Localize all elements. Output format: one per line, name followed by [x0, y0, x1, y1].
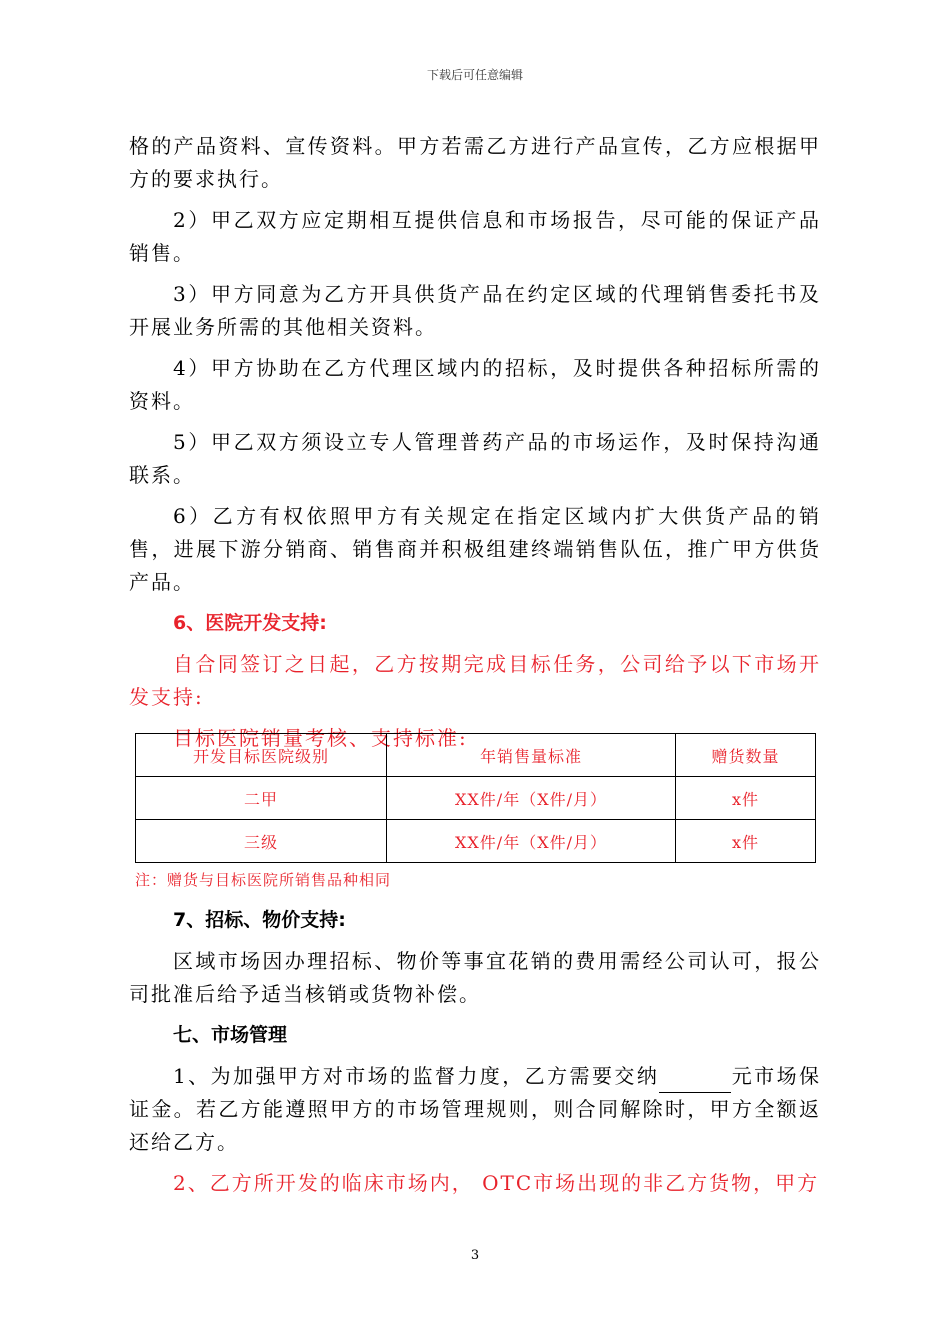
paragraph-item-3: 3）甲方同意为乙方开具供货产品在约定区域的代理销售委托书及开展业务所需的其他相关资料。 — [129, 282, 821, 339]
document-body-lower — [129, 904, 821, 1208]
fill-in-blank[interactable] — [659, 1072, 731, 1093]
paragraph-continued: 格的产品资料、宣传资料。甲方若需乙方进行产品宣传，乙方应根据甲方的要求执行。 — [129, 134, 821, 191]
item-1-text-before: 1、为加强甲方对市场的监督力度，乙方需要交纳 — [173, 1064, 660, 1088]
table-cell: XX件/年（X件/月） — [387, 820, 676, 863]
section-7-heading: 7、招标、物价支持: — [173, 909, 346, 931]
table-header-row — [136, 734, 816, 777]
table-header-cell: 赠货数量 — [676, 734, 816, 777]
table-cell: x件 — [676, 820, 816, 863]
table-note: 注：赠货与目标医院所销售品种相同 — [135, 871, 392, 889]
table-header-cell: 年销售量标准 — [387, 734, 676, 777]
paragraph-item-6: 6）乙方有权依照甲方有关规定在指定区域内扩大供货产品的销售，进展下游分销商、销售商并积极组建终端销售队伍，推广甲方供货产品。 — [129, 504, 821, 594]
section-7-text: 区域市场因办理招标、物价等事宜花销的费用需经公司认可，报公司批准后给予适当核销或货物补偿。 — [129, 949, 821, 1006]
paragraph-item-4: 4）甲方协助在乙方代理区域内的招标，及时提供各种招标所需的资料。 — [129, 356, 821, 413]
chapter-7-item-2: 2、乙方所开发的临床市场内， OTC市场出现的非乙方货物，甲方 — [173, 1171, 820, 1195]
page-number: 3 — [470, 1248, 480, 1263]
paragraph-item-2: 2）甲乙双方应定期相互提供信息和市场报告，尽可能的保证产品销售。 — [129, 208, 821, 265]
table-cell: 二甲 — [136, 777, 387, 820]
chapter-7-heading: 七、市场管理 — [173, 1024, 288, 1046]
table-header-cell: 开发目标医院级别 — [136, 734, 387, 777]
table-cell: XX件/年（X件/月） — [387, 777, 676, 820]
item-1-text-after: 元市场保证金。若乙方能遵照甲方的市场管理规则，则合同解除时，甲方全额返还给乙方。 — [129, 1064, 821, 1154]
table-cell: x件 — [676, 777, 816, 820]
section-6-heading: 6、医院开发支持: — [173, 612, 327, 634]
section-6-intro: 自合同签订之日起，乙方按期完成目标任务，公司给予以下市场开发支持: — [129, 652, 821, 709]
page-header: 下载后可任意编辑 — [426, 68, 523, 82]
table-cell: 三级 — [136, 820, 387, 863]
section-6-subtitle: 目标医院销量考核、支持标准: — [173, 726, 468, 750]
table-row — [136, 820, 816, 863]
hospital-support-table — [135, 733, 816, 863]
table-row — [136, 777, 816, 820]
chapter-7-item-1 — [129, 1060, 821, 1159]
document-body — [129, 130, 821, 763]
paragraph-item-5: 5）甲乙双方须设立专人管理普药产品的市场运作，及时保持沟通联系。 — [129, 430, 821, 487]
